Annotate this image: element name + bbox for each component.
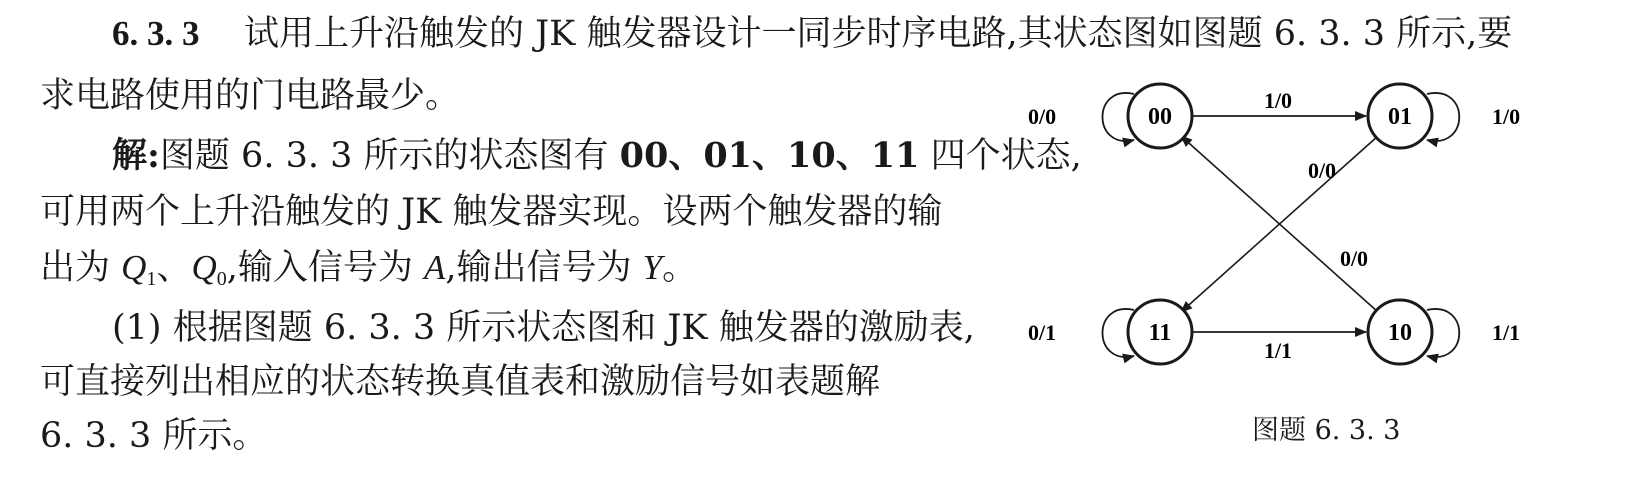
state-label-00: 00 [1148, 104, 1172, 130]
solution-text-4: (1) 根据图题 6. 3. 3 所示状态图和 JK 触发器的激励表, [112, 308, 975, 348]
label-self-01: 1/0 [1492, 104, 1521, 129]
solution-text-6: 6. 3. 3 所示。 [40, 416, 268, 456]
solution-line-1 [112, 134, 1082, 178]
separator: 、 [156, 248, 192, 288]
solution-line-3 [40, 246, 697, 301]
var-q0: Q [191, 248, 217, 287]
var-input-a: A [423, 248, 446, 287]
state-label-11: 11 [1148, 320, 1172, 346]
label-10-to-00: 0/0 [1339, 246, 1369, 271]
solution-text-1a: 图题 6. 3. 3 所示的状态图有 [159, 136, 620, 176]
label-01-to-11: 0/0 [1307, 158, 1337, 183]
label-self-11: 0/1 [1028, 320, 1057, 345]
state-label-10: 10 [1388, 320, 1412, 346]
label-00-to-01: 1/0 [1263, 88, 1293, 113]
solution-line-2 [40, 190, 942, 234]
solution-text-1b: 四个状态, [919, 136, 1082, 176]
label-self-10: 1/1 [1492, 320, 1521, 345]
var-q0-sub: 0 [216, 268, 227, 290]
solution-line-6 [40, 414, 267, 458]
state-diagram [1028, 76, 1540, 396]
problem-statement-1: 试用上升沿触发的 JK 触发器设计一同步时序电路,其状态图如图题 6. 3. 3 所示,要 [244, 14, 1513, 54]
var-output-y: Y [642, 248, 663, 287]
var-q1-sub: 1 [146, 268, 157, 290]
problem-line-2 [40, 74, 460, 118]
problem-number: 6. 3. 3 [112, 14, 200, 53]
solution-text-2: 可用两个上升沿触发的 JK 触发器实现。设两个触发器的输 [40, 192, 943, 232]
solution-text-3c: ,输出信号为 [445, 248, 643, 288]
state-list: 00、01、10、11 [619, 135, 920, 176]
state-label-01: 01 [1388, 104, 1412, 130]
label-11-to-10: 1/1 [1263, 338, 1293, 363]
problem-line-1 [112, 12, 1512, 56]
solution-text-3b: ,输入信号为 [226, 248, 424, 288]
solution-text-3a: 出为 [40, 248, 122, 288]
solution-text-5: 可直接列出相应的状态转换真值表和激励信号如表题解 [40, 362, 881, 402]
solution-text-3d: 。 [662, 248, 698, 288]
solution-label: 解: [112, 135, 160, 176]
figure-caption: 图题 6. 3. 3 [1252, 415, 1401, 446]
solution-line-4 [112, 306, 975, 350]
solution-line-5 [40, 360, 880, 404]
problem-statement-2: 求电路使用的门电路最少。 [40, 76, 461, 116]
label-self-00: 0/0 [1028, 104, 1057, 129]
var-q1: Q [121, 248, 147, 287]
